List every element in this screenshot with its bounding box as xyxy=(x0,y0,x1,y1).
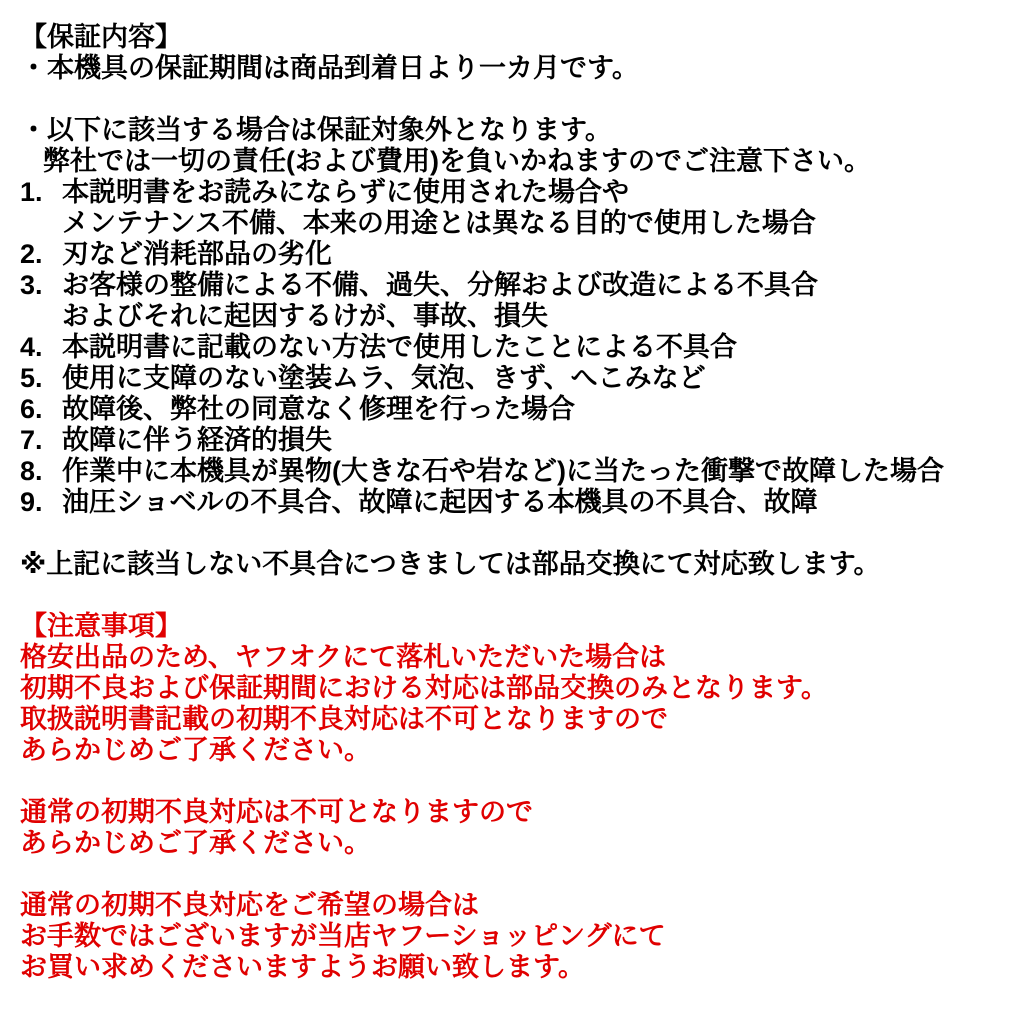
exclusion-item-3-continuation: およびそれに起因するけが、事故、損失 xyxy=(62,301,548,331)
exclusion-item-4-text: 本説明書に記載のない方法で使用したことによる不具合 xyxy=(62,332,737,362)
caution-paragraph1-line-1: 格安出品のため、ヤフオクにて落札いただいた場合は xyxy=(20,642,667,672)
exclusion-item-4 xyxy=(20,332,1016,363)
spacer xyxy=(20,580,1016,611)
exclusion-intro-line-1: ・以下に該当する場合は保証対象外となります。 xyxy=(20,115,612,145)
caution-paragraph3-line-3: お買い求めくださいますようお願い致します。 xyxy=(20,952,585,982)
exclusion-item-2 xyxy=(20,239,1016,270)
caution-paragraph1-line-2: 初期不良および保証期間における対応は部品交換のみとなります。 xyxy=(20,673,828,703)
spacer xyxy=(20,84,1016,115)
spacer xyxy=(20,859,1016,890)
exclusion-item-3-number: 3. xyxy=(20,270,43,300)
exclusion-item-5-number: 5. xyxy=(20,363,43,393)
exclusion-item-6 xyxy=(20,394,1016,425)
exclusion-item-1-text: 本説明書をお読みにならずに使用された場合や xyxy=(62,177,629,207)
exclusion-item-9 xyxy=(20,487,1016,518)
exclusion-item-8-number: 8. xyxy=(20,456,43,486)
caution-paragraph2-line-1: 通常の初期不良対応は不可となりますので xyxy=(20,797,533,827)
exclusion-item-1 xyxy=(20,177,1016,208)
caution-section xyxy=(20,611,1016,983)
exclusion-item-1-number: 1. xyxy=(20,177,43,207)
caution-paragraph3-line-2: お手数ではございますが当店ヤフーショッピングにて xyxy=(20,921,666,951)
spacer xyxy=(20,766,1016,797)
exclusion-item-8 xyxy=(20,456,1016,487)
caution-paragraph1-line-3: 取扱説明書記載の初期不良対応は不可となりますので xyxy=(20,704,668,734)
exclusion-item-5 xyxy=(20,363,1016,394)
exclusion-item-7-text: 故障に伴う経済的損失 xyxy=(62,425,332,455)
exclusion-item-2-text: 刃など消耗部品の劣化 xyxy=(62,239,332,269)
caution-paragraph2-line-2: あらかじめご了承ください。 xyxy=(20,828,371,858)
exclusion-item-1-continuation: メンテナンス不備、本来の用途とは異なる目的で使用した場合 xyxy=(62,208,816,238)
exclusion-intro-line-2: 弊社では一切の責任(および費用)を負いかねますのでご注意下さい。 xyxy=(43,146,871,176)
exclusion-item-4-number: 4. xyxy=(20,332,43,362)
caution-paragraph1-line-4: あらかじめご了承ください。 xyxy=(20,735,371,765)
exclusion-item-7 xyxy=(20,425,1016,456)
warranty-heading: 【保証内容】 xyxy=(20,22,182,52)
exclusion-item-8-text: 作業中に本機具が異物(大きな石や岩など)に当たった衝撃で故障した場合 xyxy=(62,456,944,486)
exclusion-item-5-text: 使用に支障のない塗装ムラ、気泡、きず、へこみなど xyxy=(62,363,706,393)
exclusion-item-6-text: 故障後、弊社の同意なく修理を行った場合 xyxy=(62,394,575,424)
exclusion-item-6-number: 6. xyxy=(20,394,43,424)
exclusion-item-9-number: 9. xyxy=(20,487,43,517)
caution-heading: 【注意事項】 xyxy=(20,611,182,641)
warranty-period-line: ・本機具の保証期間は商品到着日より一カ月です。 xyxy=(20,53,639,83)
exclusion-item-2-number: 2. xyxy=(20,239,43,269)
caution-paragraph3-line-1: 通常の初期不良対応をご希望の場合は xyxy=(20,890,479,920)
exclusion-item-3-text: お客様の整備による不備、過失、分解および改造による不具合 xyxy=(62,270,818,300)
spacer xyxy=(20,518,1016,549)
exclusion-item-9-text: 油圧ショベルの不具合、故障に起因する本機具の不具合、故障 xyxy=(62,487,818,517)
exclusion-item-7-number: 7. xyxy=(20,425,43,455)
parts-replacement-note: ※上記に該当しない不具合につきましては部品交換にて対応致します。 xyxy=(20,549,881,579)
exclusion-item-3 xyxy=(20,270,1016,301)
